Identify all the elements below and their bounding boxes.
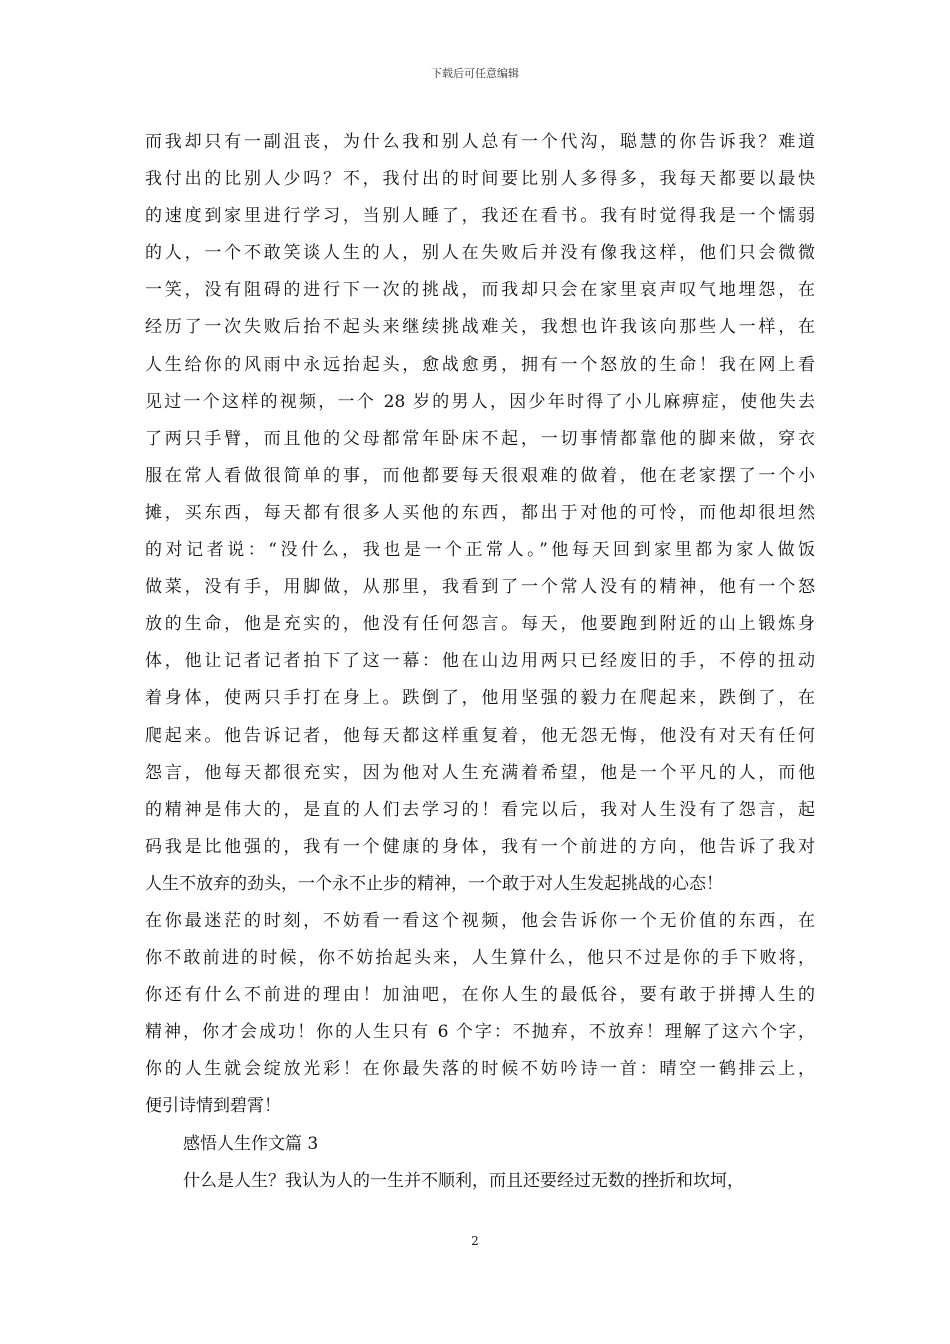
text-line: 便引诗情到碧霄！ [145,1096,281,1117]
section-heading: 感悟人生作文篇 3 [183,1133,319,1154]
page-header: 下载后可任意编辑 [431,67,519,80]
text-line: 人生不放弃的劲头，一个永不止步的精神，一个敢于对人生发起挑战的心态！ [145,873,723,894]
text-line: 经历了一次失败后抬不起头来继续挑战难关，我想也许我该向那些人一样，在 [145,317,815,338]
text-line: 码我是比他强的，我有一个健康的身体，我有一个前进的方向，他告诉了我对 [145,836,815,857]
document-body [145,124,815,1200]
text-line: 着身体，使两只手打在身上。跌倒了，他用坚强的毅力在爬起来，跌倒了，在 [145,688,815,709]
text-line: 见过一个这样的视频，一个 28 岁的男人，因少年时得了小儿麻痹症，使他失去 [145,391,815,412]
text-line: 你还有什么不前进的理由！加油吧，在你人生的最低谷，要有敢于拼搏人生的 [145,985,815,1006]
text-line: 你的人生就会绽放光彩！在你最失落的时候不妨吟诗一首：晴空一鹤排云上， [145,1059,815,1080]
text-line: 的精神是伟大的，是直的人们去学习的！看完以后，我对人生没有了怨言，起 [145,799,815,820]
text-line: 人生给你的风雨中永远抬起头，愈战愈勇，拥有一个怒放的生命！我在网上看 [145,354,815,375]
text-line: 的速度到家里进行学习，当别人睡了，我还在看书。我有时觉得我是一个懦弱 [145,206,815,227]
text-line: 一笑，没有阻碍的进行下一次的挑战，而我却只会在家里哀声叹气地埋怨，在 [145,280,815,301]
text-line: 做菜，没有手，用脚做，从那里，我看到了一个常人没有的精神，他有一个怒 [145,577,815,598]
page-number: 2 [471,1234,479,1248]
text-line: 我付出的比别人少吗？不，我付出的时间要比别人多得多，我每天都要以最快 [145,169,815,190]
text-line: 服在常人看做很简单的事，而他都要每天很艰难的做着，他在老家摆了一个小 [145,465,815,486]
text-line: 体，他让记者记者拍下了这一幕：他在山边用两只已经废旧的手，不停的扭动 [145,651,815,672]
text-line: 爬起来。他告诉记者，他每天都这样重复着，他无怨无悔，他没有对天有任何 [145,725,815,746]
text-line: 而我却只有一副沮丧，为什么我和别人总有一个代沟，聪慧的你告诉我？难道 [145,132,815,152]
text-line: 怨言，他每天都很充实，因为他对人生充满着希望，他是一个平凡的人，而他 [145,762,815,783]
text-line: 精神，你才会成功！你的人生只有 6 个字：不抛弃，不放弃！理解了这六个字， [145,1022,815,1043]
text-line: 在你最迷茫的时刻，不妨看一看这个视频，他会告诉你一个无价值的东西，在 [145,910,815,931]
text-line: 的人，一个不敢笑谈人生的人，别人在失败后并没有像我这样，他们只会微微 [145,243,815,264]
text-line: 放的生命，他是充实的，他没有任何怨言。每天，他要跑到附近的山上锻炼身 [145,614,815,635]
text-line: 摊，买东西，每天都有很多人买他的东西，都出于对他的可怜，而他却很坦然 [145,502,815,523]
text-line: 了两只手臂，而且他的父母都常年卧床不起，一切事情都靠他的脚来做，穿衣 [145,428,815,449]
text-line: 你不敢前进的时候，你不妨抬起头来，人生算什么，他只不过是你的手下败将， [145,948,815,969]
text-line: 的对记者说：“没什么，我也是一个正常人。”他每天回到家里都为家人做饭 [145,540,815,561]
text-line: 什么是人生？我认为人的一生并不顺利，而且还要经过无数的挫折和坎坷， [183,1170,744,1191]
